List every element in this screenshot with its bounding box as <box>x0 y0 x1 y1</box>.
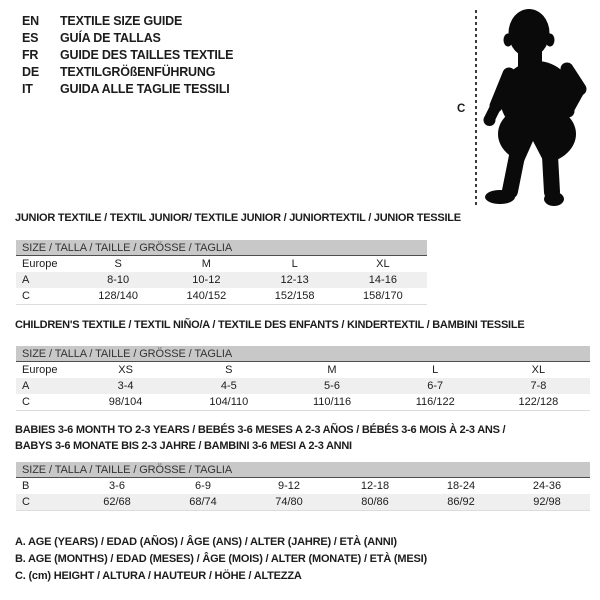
table-row <box>16 256 427 272</box>
table-cell: 62/68 <box>103 496 131 508</box>
language-label: GUIDE DES TAILLES TEXTILE <box>60 48 234 62</box>
table-cell: 122/128 <box>518 396 559 408</box>
table-row <box>16 394 590 410</box>
language-row <box>22 64 233 81</box>
table-cell: 24-36 <box>532 480 562 492</box>
table-cell: 12-13 <box>280 274 309 286</box>
language-row <box>22 30 233 47</box>
table-cell: 8-10 <box>107 274 130 286</box>
table-cell: 14-16 <box>368 274 397 286</box>
table-cell: 18-24 <box>446 480 476 492</box>
table-cell: 128/140 <box>98 290 138 302</box>
table-cell: 158/170 <box>362 290 403 302</box>
note-height-cm: C. (cm) HEIGHT / ALTURA / HAUTEUR / HÖHE / ALTEZZA <box>15 570 302 582</box>
language-code: EN <box>22 14 39 28</box>
table-cell: 86/92 <box>447 496 475 508</box>
table-cell: 80/86 <box>361 496 389 508</box>
language-code: ES <box>22 31 39 45</box>
row-label: Europe <box>22 364 58 376</box>
babies-size-table <box>16 462 590 511</box>
table-cell: 104/110 <box>209 396 249 408</box>
language-label: GUIDA ALLE TAGLIE TESSILI <box>60 82 230 96</box>
language-code: IT <box>22 82 33 96</box>
table-cell: 9-12 <box>277 480 301 492</box>
children-size-table <box>16 346 590 411</box>
table-cell: 152/158 <box>274 290 315 302</box>
table-cell: 68/74 <box>189 496 217 508</box>
language-title-block <box>22 13 233 98</box>
table-cell: 110/116 <box>312 396 352 408</box>
table-cell: 140/152 <box>186 290 227 302</box>
row-label: Europe <box>22 258 58 270</box>
height-measure-label: C <box>457 103 466 115</box>
row-label: C <box>22 396 30 408</box>
table-row <box>16 362 590 378</box>
language-label: GUÍA DE TALLAS <box>60 31 161 45</box>
table-cell: 116/122 <box>415 396 455 408</box>
table-cell: XS <box>118 364 133 376</box>
junior-table-title: JUNIOR TEXTILE / TEXTIL JUNIOR/ TEXTILE JUNIOR / JUNIORTEXTIL / JUNIOR TESSILE <box>15 212 461 224</box>
table-cell: 6-9 <box>195 480 211 492</box>
junior-size-table <box>16 240 427 305</box>
table-cell: 5-6 <box>324 380 340 392</box>
table-cell: S <box>225 364 233 376</box>
table-cell: 6-7 <box>427 380 444 392</box>
table-cell: 92/98 <box>533 496 561 508</box>
note-age-months: B. AGE (MONTHS) / EDAD (MESES) / ÂGE (MOIS) / ALTER (MONATE) / ETÀ (MESI) <box>15 553 427 565</box>
table-cell: M <box>327 364 337 376</box>
table-cell: 3-6 <box>109 480 125 492</box>
table-row <box>16 478 590 494</box>
table-row <box>16 378 590 394</box>
table-header-bar: SIZE / TALLA / TAILLE / GRÖSSE / TAGLIA <box>16 240 427 256</box>
table-cell: L <box>432 364 439 376</box>
table-cell: 4-5 <box>220 380 237 392</box>
table-cell: 98/104 <box>108 396 143 408</box>
table-cell: L <box>291 258 298 270</box>
table-cell: XL <box>376 258 390 270</box>
language-row <box>22 13 233 30</box>
table-header-bar: SIZE / TALLA / TAILLE / GRÖSSE / TAGLIA <box>16 346 590 362</box>
baby-silhouette-image <box>482 6 600 208</box>
table-row <box>16 288 427 304</box>
language-code: DE <box>22 65 39 79</box>
language-row <box>22 47 233 64</box>
note-age-years: A. AGE (YEARS) / EDAD (AÑOS) / ÂGE (ANS) / ALTER (JAHRE) / ETÀ (ANNI) <box>15 536 397 548</box>
table-cell: 10-12 <box>192 274 221 286</box>
table-cell: 12-18 <box>360 480 390 492</box>
table-cell: XL <box>531 364 546 376</box>
language-label: TEXTILGRÖßENFÜHRUNG <box>60 65 216 79</box>
row-label: B <box>22 480 30 492</box>
table-cell: 74/80 <box>275 496 303 508</box>
table-cell: M <box>201 258 211 270</box>
language-code: FR <box>22 48 39 62</box>
language-row <box>22 81 233 98</box>
row-label: A <box>22 274 30 286</box>
babies-table-title-line1: BABIES 3-6 MONTH TO 2-3 YEARS / BEBÉS 3-6 MESES A 2-3 AÑOS / BÉBÉS 3-6 MOIS À 2-3 ANS / <box>15 424 506 436</box>
table-row <box>16 272 427 288</box>
table-header-bar: SIZE / TALLA / TAILLE / GRÖSSE / TAGLIA <box>16 462 590 478</box>
table-cell: S <box>114 258 122 270</box>
language-label: TEXTILE SIZE GUIDE <box>60 14 183 28</box>
height-measure-dashed-line <box>475 10 477 207</box>
table-cell: 7-8 <box>530 380 547 392</box>
table-cell: 3-4 <box>117 380 134 392</box>
row-label: C <box>22 496 30 508</box>
row-label: C <box>22 290 30 302</box>
table-row <box>16 494 590 510</box>
children-table-title: CHILDREN'S TEXTILE / TEXTIL NIÑO/A / TEXTILE DES ENFANTS / KINDERTEXTIL / BAMBINI TESSILE <box>15 319 525 331</box>
babies-table-title-line2: BABYS 3-6 MONATE BIS 2-3 JAHRE / BAMBINI 3-6 MESI A 2-3 ANNI <box>15 440 352 452</box>
row-label: A <box>22 380 30 392</box>
